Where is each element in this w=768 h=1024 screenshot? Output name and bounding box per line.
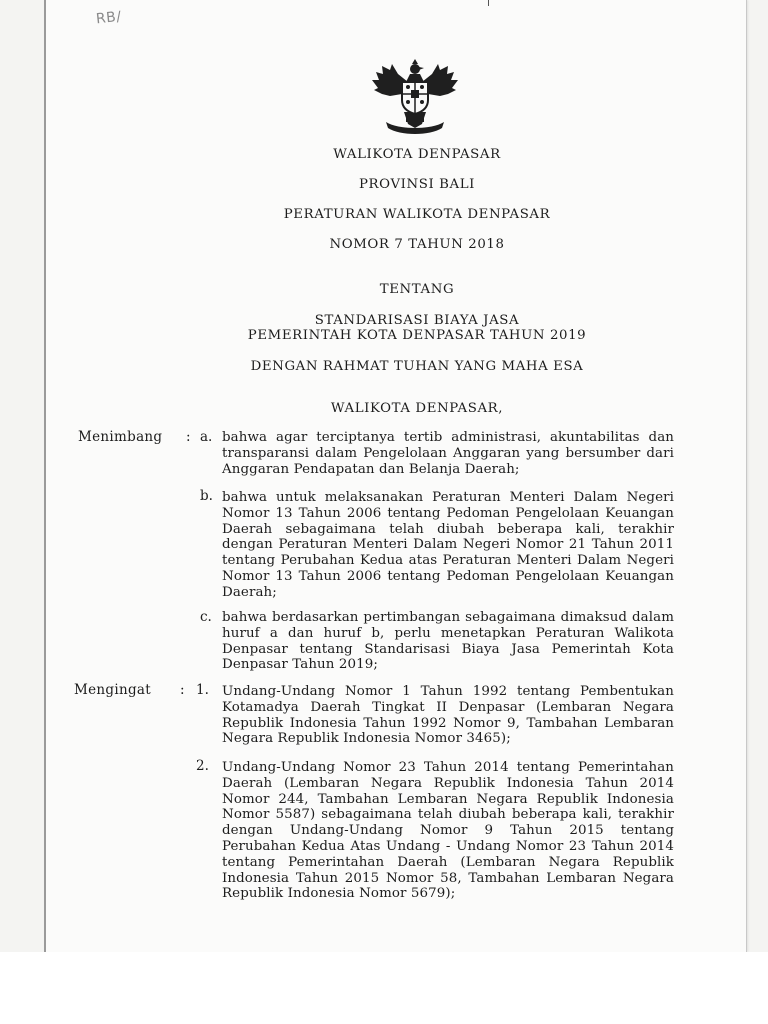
item-mark: c.	[200, 609, 212, 625]
menimbang-item-a: bahwa agar terciptanya tertib administrasi, akuntabilitas dan transparansi dalam Pengelolaan Anggaran yang bersumber dari Anggaran Pendapatan dan Belanja Daerah;	[222, 430, 674, 477]
item-mark: b.	[200, 488, 213, 504]
menimbang-item-b: bahwa untuk melaksanakan Peraturan Menteri Dalam Negeri Nomor 13 Tahun 2006 tentang Pedoman Pengelolaan Keuangan Daerah sebagaimana telah diubah beberapa kali, terakhir dengan Peraturan Menteri Dalam Negeri Nomor 21 Tahun 2011 tentang Perubahan Kedua atas Peraturan Menteri Dalam Negeri Nomor 13 Tahun 2006 tentang Pedoman Pengelolaan Keuangan Daerah;	[222, 490, 674, 600]
item-mark: a.	[200, 429, 213, 445]
mengingat-item-1: Undang-Undang Nomor 1 Tahun 1992 tentang Pembentukan Kotamadya Daerah Tingkat II Denpasar (Lembaran Negara Republik Indonesia Tahun 1992 Nomor 9, Tambahan Lembaran Negara Republik Indonesia Nomor 3465);	[222, 684, 674, 747]
subject-line-2: PEMERINTAH KOTA DENPASAR TAHUN 2019	[247, 328, 587, 343]
handwritten-note: RB/	[95, 8, 123, 28]
section-colon: :	[186, 429, 191, 445]
menimbang-item-c: bahwa berdasarkan pertimbangan sebagaimana dimaksud dalam huruf a dan huruf b, perlu menetapkan Peraturan Walikota Denpasar tentang Standarisasi Biaya Jasa Pemerintah Kota Denpasar Tahun 2019;	[222, 610, 674, 673]
edge-mark	[488, 0, 489, 6]
mengingat-item-2: Undang-Undang Nomor 23 Tahun 2014 tentang Pemerintahan Daerah (Lembaran Negara Republik Indonesia Tahun 2014 Nomor 244, Tambahan Lembaran Negara Republik Indonesia Nomor 5587) sebagaimana telah diubah beberapa kali, terakhir dengan Undang-Undang Nomor 9 Tahun 2015 tentang Perubahan Kedua Atas Undang - Undang Nomor 23 Tahun 2014 tentang Pemerintahan Daerah (Lembaran Negara Republik Indonesia Tahun 2015 Nomor 58, Tambahan Lembaran Negara Republik Indonesia Nomor 5679);	[222, 760, 674, 902]
invocation: DENGAN RAHMAT TUHAN YANG MAHA ESA	[250, 359, 584, 374]
section-label-menimbang: Menimbang	[78, 429, 163, 445]
item-mark: 1.	[196, 682, 209, 698]
page-margin-bottom	[0, 952, 768, 1024]
section-colon: :	[180, 682, 185, 698]
garuda-emblem-icon	[368, 56, 462, 138]
heading-regulation: PERATURAN WALIKOTA DENPASAR	[283, 207, 551, 222]
item-mark: 2.	[196, 758, 209, 774]
heading-about: TENTANG	[379, 282, 455, 297]
heading-mayor: WALIKOTA DENPASAR	[333, 147, 501, 162]
heading-number: NOMOR 7 TAHUN 2018	[329, 237, 505, 252]
subject-line-1: STANDARISASI BIAYA JASA	[314, 313, 520, 328]
section-label-mengingat: Mengingat	[74, 682, 151, 698]
heading-province: PROVINSI BALI	[359, 177, 475, 192]
issuer: WALIKOTA DENPASAR,	[330, 401, 504, 416]
